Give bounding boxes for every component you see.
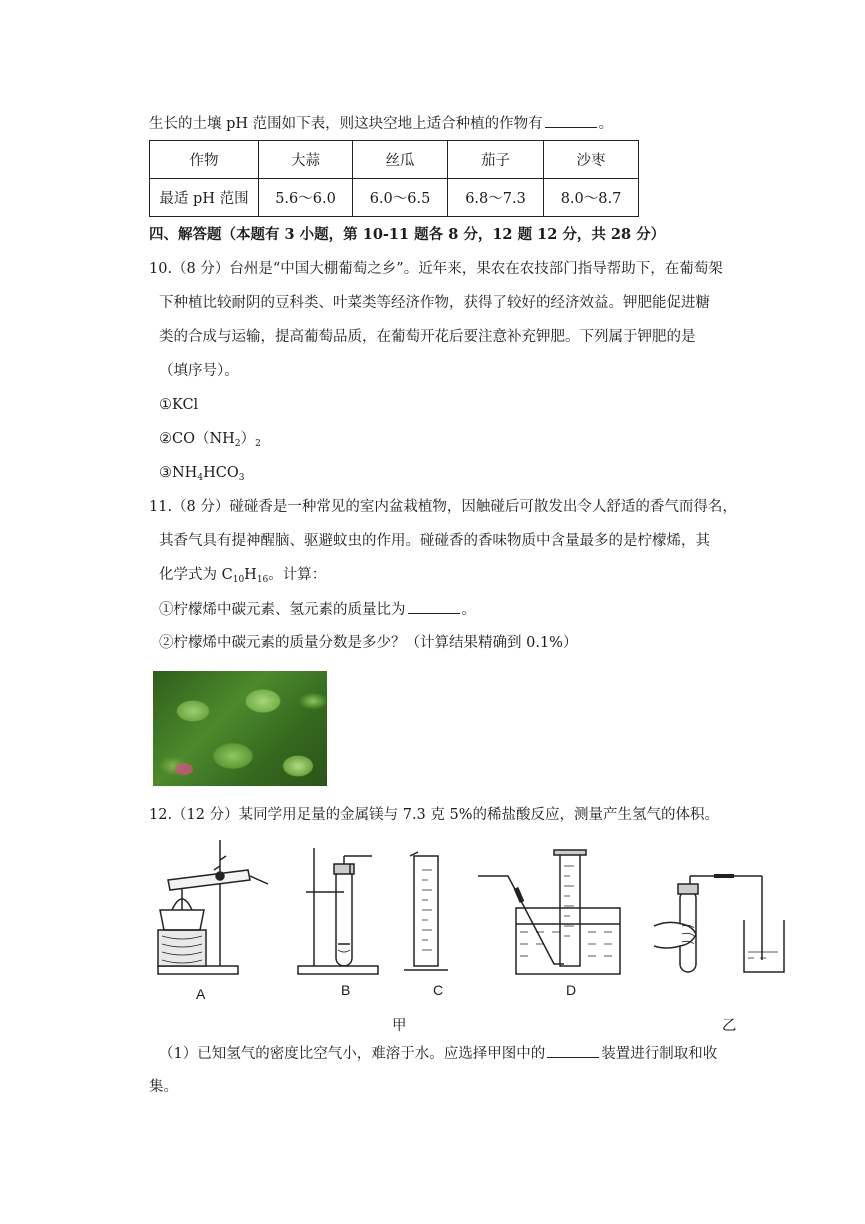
table-cell: 最适 pH 范围 (150, 179, 259, 217)
apparatus-diagram (148, 840, 788, 1000)
table-cell: 大蒜 (259, 141, 353, 179)
q10-option-2: $②CO(NH_2)_2$ (159, 431, 261, 449)
table-cell: 5.6～6.0 (259, 179, 353, 217)
table-cell: 6.8～7.3 (448, 179, 544, 217)
table-cell: 作物 (150, 141, 259, 179)
apparatus-label-d: D (566, 982, 577, 998)
q10-option-3: $③NH_4HCO_3$ (159, 465, 245, 483)
apparatus-c (404, 852, 448, 970)
q12-line-1: 12.（12 分）某同学用足量的金属镁与 7.3 克 5%的稀盐酸反应，测量产生氢气的体积。 (149, 807, 720, 823)
q11-line-3: 化学式为 $C_{10}H_{16}$。计算： (159, 567, 327, 585)
table-cell: 8.0～8.7 (544, 179, 639, 217)
plant-photo (153, 671, 327, 786)
q12-sub-1-cont: 集。 (149, 1079, 178, 1095)
q11-line-1: 11.（8 分）碰碰香是一种常见的室内盆栽植物，因触碰后可散发出令人舒适的香气而得名， (149, 499, 737, 515)
apparatus-d (478, 850, 620, 974)
answer-blank (408, 599, 460, 614)
apparatus-label-b: B (341, 982, 351, 998)
table-cell: 丝瓜 (353, 141, 448, 179)
table-cell: 沙枣 (544, 141, 639, 179)
apparatus-label-c: C (433, 982, 444, 998)
q11-sub-1: ①柠檬烯中碳元素、氢元素的质量比为 。 (159, 599, 476, 620)
intro-text: 生长的土壤 pH 范围如下表，则这块空地上适合种植的作物有 (149, 116, 543, 132)
q11-sub-2: ②柠檬烯中碳元素的质量分数是多少？（计算结果精确到 0.1%） (159, 635, 578, 651)
figure-label-yi: 乙 (722, 1018, 737, 1034)
q10-line-4: （填序号）。 (159, 363, 239, 379)
q10-option-1: ①KCl (159, 397, 199, 413)
table-row (150, 141, 639, 179)
answer-blank (545, 113, 597, 128)
section-title: 四、解答题（本题有 3 小题，第 10-11 题各 8 分，12 题 12 分，共 28 分） (149, 226, 666, 243)
apparatus-a (158, 840, 268, 974)
intro-line: 生长的土壤 pH 范围如下表，则这块空地上适合种植的作物有 。 (149, 113, 613, 134)
q10-line-3: 类的合成与运输，提高葡萄品质，在葡萄开花后要注意补充钾肥。下列属于钾肥的是 (159, 329, 696, 345)
figure-label-jia: 甲 (392, 1018, 407, 1034)
q12-sub-1: （1）已知氢气的密度比空气小，难溶于水。应选择甲图中的 装置进行制取和收 (159, 1043, 717, 1064)
q10-line-1: 10.（8 分）台州是“中国大棚葡萄之乡”。近年来，果农在农技部门指导帮助下，在葡萄架 (149, 261, 723, 277)
table-cell: 6.0～6.5 (353, 179, 448, 217)
apparatus-yi (654, 876, 784, 972)
apparatus-label-a: A (196, 986, 206, 1002)
answer-blank (547, 1043, 599, 1058)
ph-table (149, 140, 639, 217)
table-cell: 茄子 (448, 141, 544, 179)
q11-line-2: 其香气具有提神醒脑、驱避蚊虫的作用。碰碰香的香味物质中含量最多的是柠檬烯，其 (159, 533, 710, 549)
q10-line-2: 下种植比较耐阴的豆科类、叶菜类等经济作物，获得了较好的经济效益。钾肥能促进糖 (159, 295, 710, 311)
table-row (150, 179, 639, 217)
apparatus-b (298, 848, 378, 974)
